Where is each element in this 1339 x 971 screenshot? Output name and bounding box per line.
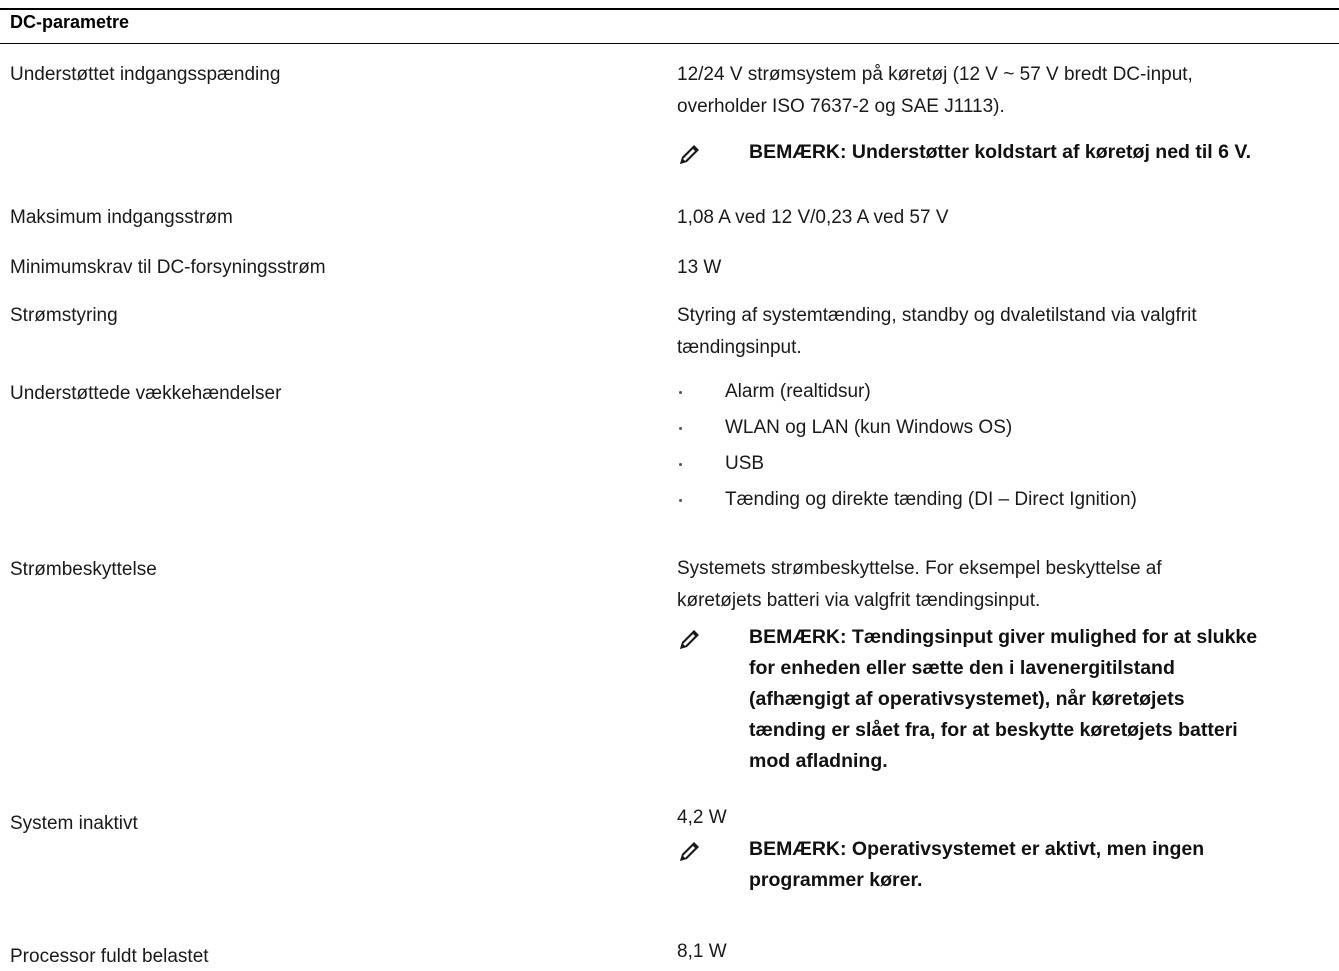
bullet-dot: [679, 499, 682, 502]
row-label-input-voltage: Understøttet indgangsspænding: [10, 64, 281, 85]
row-value-max-current: 1,08 A ved 12 V/0,23 A ved 57 V: [677, 207, 949, 228]
pencil-note-icon: [677, 628, 701, 652]
note-line: (afhængigt af operativsystemet), når køretøjets: [749, 688, 1185, 710]
table-title: DC-parametre: [10, 12, 130, 32]
pencil-note-icon: [677, 840, 701, 864]
row-value-min-power: 13 W: [677, 257, 722, 278]
value-line: 12/24 V strømsystem på køretøj (12 V ~ 57 V bredt DC-input,: [677, 64, 1193, 85]
list-item: [677, 412, 1317, 448]
list-item: [677, 484, 1317, 520]
value-line: køretøjets batteri via valgfrit tændingsinput.: [677, 590, 1041, 611]
row-value-power-protection: [677, 553, 1317, 617]
row-value-power-management: [677, 300, 1317, 364]
row-label-cpu-full-load: Processor fuldt belastet: [10, 946, 209, 967]
note-line: for enheden eller sætte den i lavenergitilstand: [749, 657, 1175, 679]
row-label-min-power: Minimumskrav til DC-forsyningsstrøm: [10, 257, 326, 278]
note-line: BEMÆRK: Operativsystemet er aktivt, men ingen: [749, 838, 1205, 860]
note-cold-start: [677, 137, 1317, 177]
row-label-power-protection: Strømbeskyttelse: [10, 559, 157, 580]
row-label-power-management: Strømstyring: [10, 305, 118, 326]
note-text: [749, 622, 1317, 777]
note-line: BEMÆRK: Tændingsinput giver mulighed for at slukke: [749, 626, 1258, 648]
value-line: overholder ISO 7637-2 og SAE J1113).: [677, 96, 1005, 117]
note-ignition-input: [677, 622, 1317, 782]
row-value-system-idle: 4,2 W: [677, 807, 727, 828]
table-header: [0, 8, 1339, 44]
bullet-dot: [679, 463, 682, 466]
note-line: tænding er slået fra, for at beskytte køretøjets batteri: [749, 719, 1238, 741]
wake-events-list: [677, 376, 1317, 520]
value-line: tændingsinput.: [677, 337, 802, 358]
bullet-dot: [679, 427, 682, 430]
row-label-wake-events: Understøttede vækkehændelser: [10, 383, 282, 404]
row-label-system-idle: System inaktivt: [10, 813, 138, 834]
note-os-active: [677, 834, 1317, 898]
value-line: Styring af systemtænding, standby og dvaletilstand via valgfrit: [677, 305, 1197, 326]
row-value-cpu-full-load: 8,1 W: [677, 941, 727, 962]
note-line: programmer kører.: [749, 869, 923, 891]
list-item-text: USB: [725, 453, 765, 474]
list-item-text: Tænding og direkte tænding (DI – Direct Ignition): [725, 489, 1137, 510]
list-item: [677, 448, 1317, 484]
note-text: [749, 834, 1317, 896]
bullet-dot: [679, 391, 682, 394]
note-line: mod afladning.: [749, 750, 888, 772]
note-text: BEMÆRK: Understøtter koldstart af køretøj ned til 6 V.: [749, 141, 1252, 163]
pencil-note-icon: [677, 143, 701, 167]
row-label-max-current: Maksimum indgangsstrøm: [10, 207, 233, 228]
list-item: [677, 376, 1317, 412]
list-item-text: WLAN og LAN (kun Windows OS): [725, 417, 1013, 438]
list-item-text: Alarm (realtidsur): [725, 381, 871, 402]
value-line: Systemets strømbeskyttelse. For eksempel beskyttelse af: [677, 558, 1162, 579]
row-value-input-voltage: [677, 59, 1317, 123]
